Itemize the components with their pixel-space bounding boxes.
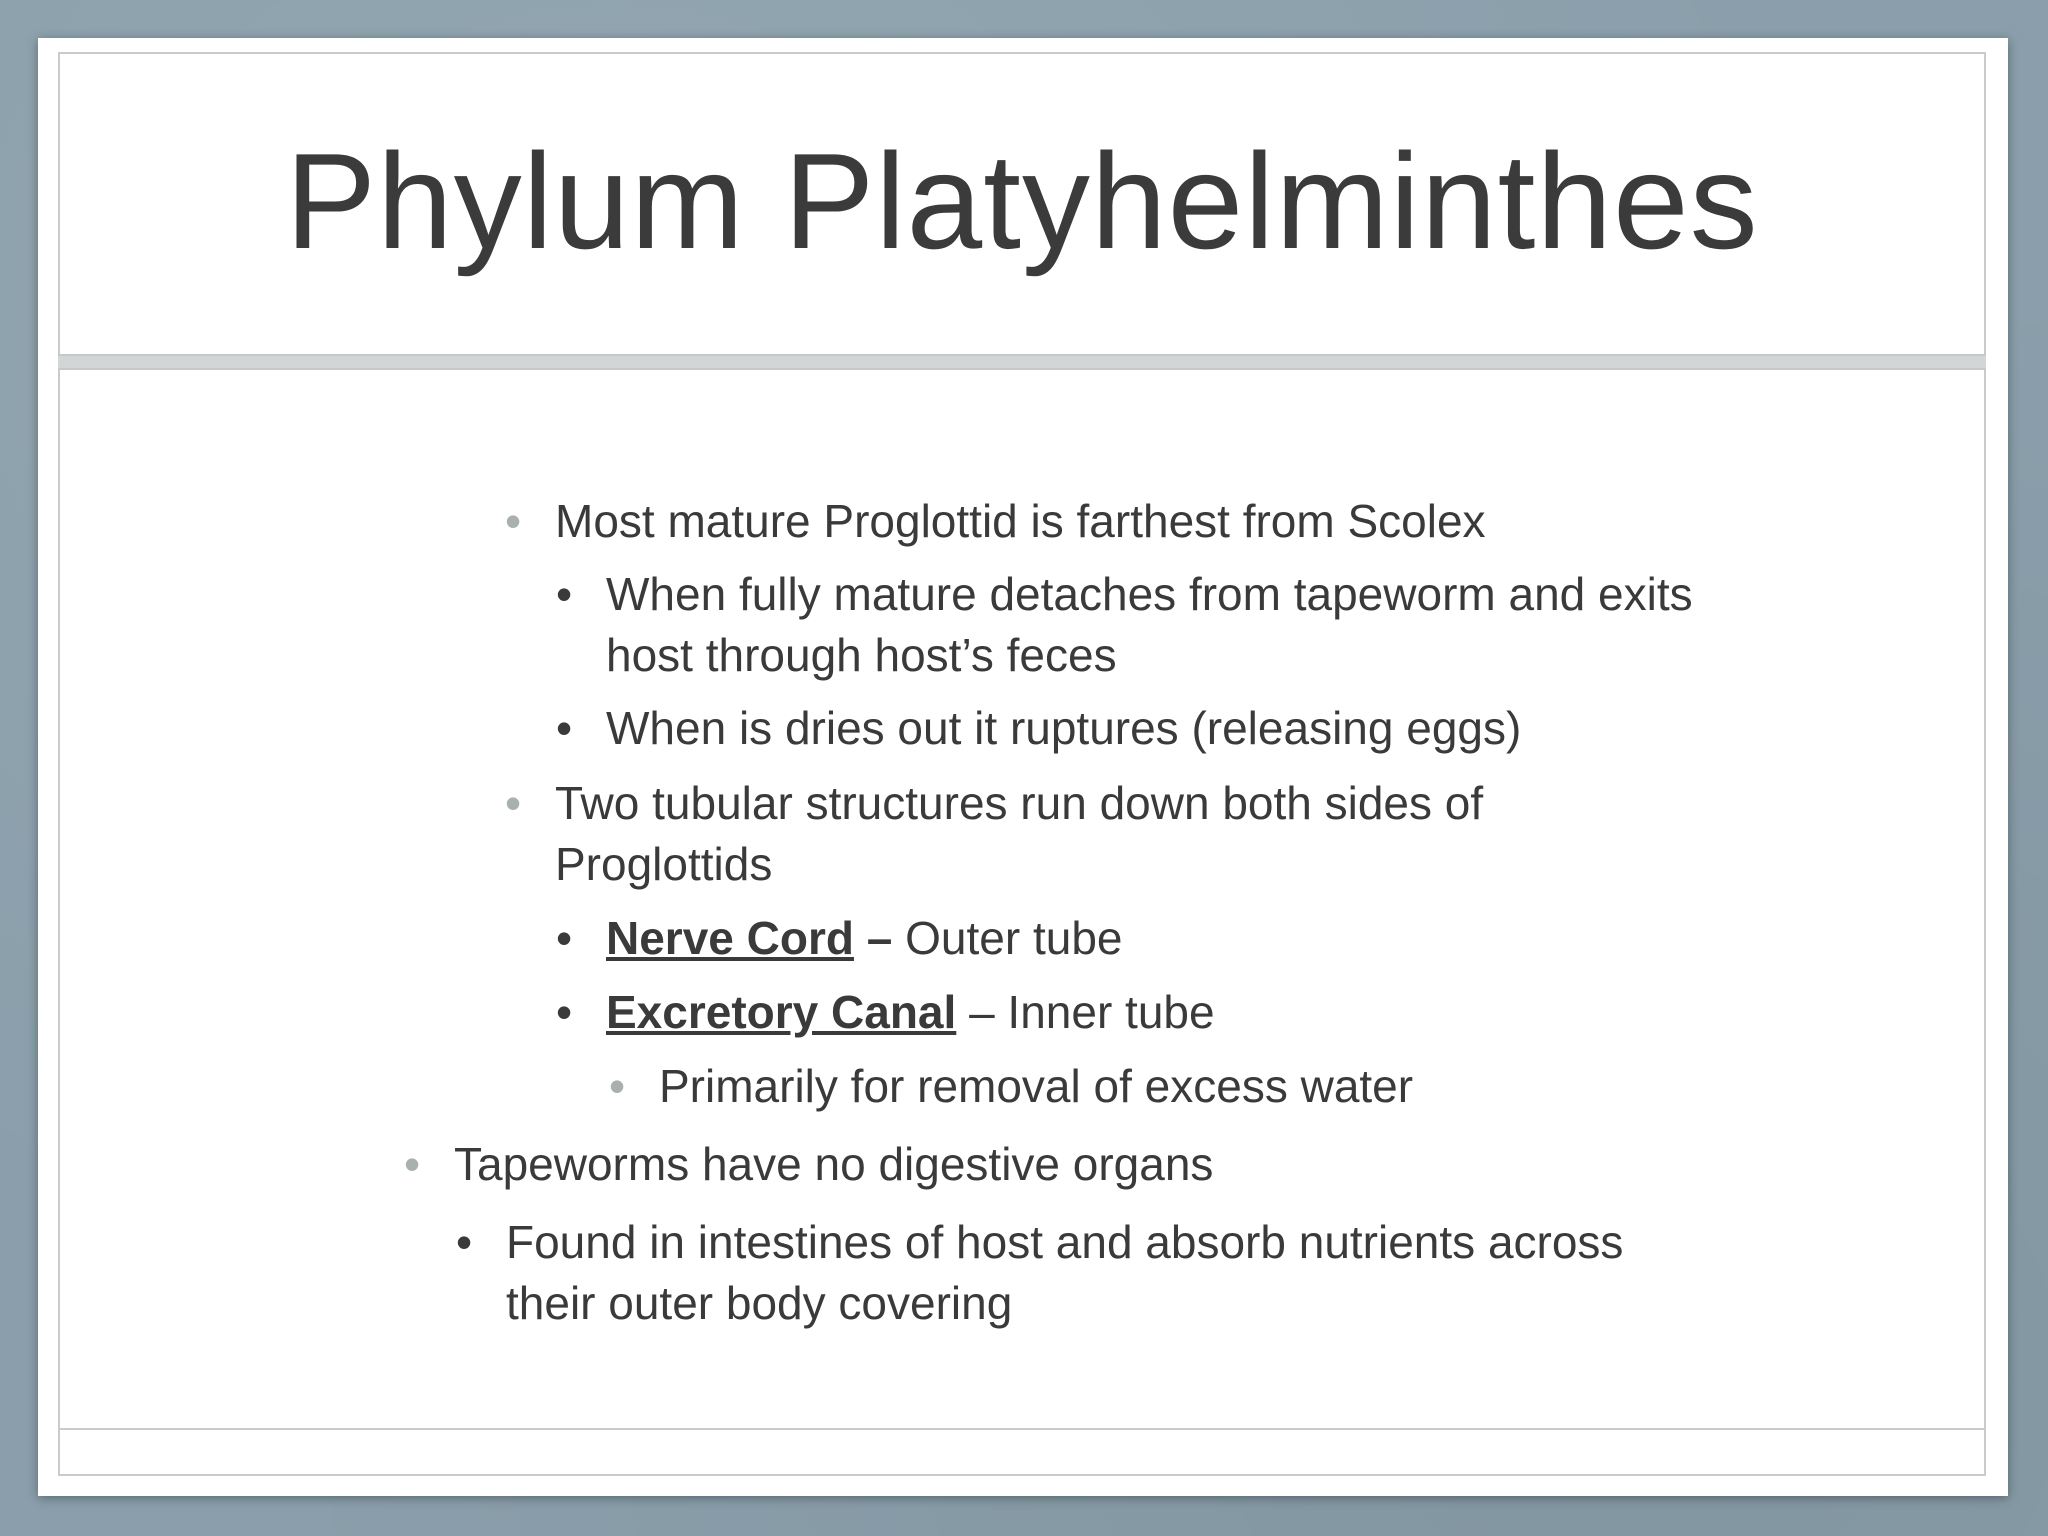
bullet-item xyxy=(556,981,1215,1043)
bullet-glyph: • xyxy=(505,777,522,829)
bullet-glyph: • xyxy=(609,1060,626,1112)
slide-title: Phylum Platyhelminthes xyxy=(285,125,1759,277)
bullet-text: Outer tube xyxy=(905,912,1123,964)
bullet-text: their outer body covering xyxy=(506,1277,1013,1329)
bullet-continuation xyxy=(606,624,1117,686)
bullet-text: Proglottids xyxy=(555,838,773,890)
bullet-glyph: • xyxy=(456,1216,473,1268)
bullet-text: Most mature Proglottid is farthest from Scolex xyxy=(555,495,1486,547)
bullet-continuation xyxy=(555,833,772,895)
bullet-text: When fully mature detaches from tapeworm and exits xyxy=(606,568,1693,620)
bullet-item xyxy=(404,1133,1214,1195)
bullet-text: Primarily for removal of excess water xyxy=(659,1060,1414,1112)
bullet-text: host through host’s feces xyxy=(606,629,1117,681)
bullet-text: When is dries out it ruptures (releasing eggs) xyxy=(606,702,1522,754)
bullet-glyph: • xyxy=(505,495,522,547)
bullet-item xyxy=(556,907,1123,969)
term-nerve-cord: Nerve Cord xyxy=(606,912,854,964)
bullet-text: Found in intestines of host and absorb nutrients across xyxy=(506,1216,1624,1268)
term-dash: – xyxy=(866,912,893,964)
bullet-glyph: • xyxy=(556,568,573,620)
bullet-item xyxy=(556,697,1522,759)
bullet-item xyxy=(505,490,1486,552)
bullet-item xyxy=(609,1055,1414,1117)
bullet-glyph: • xyxy=(556,912,573,964)
bullet-glyph: • xyxy=(556,702,573,754)
bullet-glyph: • xyxy=(556,986,573,1038)
bullet-continuation xyxy=(506,1272,1012,1334)
bullet-item xyxy=(505,772,1484,834)
bullet-item xyxy=(456,1211,1624,1273)
term-excretory-canal: Excretory Canal xyxy=(606,986,957,1038)
bullet-glyph: • xyxy=(404,1138,421,1190)
bullet-text: Tapeworms have no digestive organs xyxy=(454,1138,1214,1190)
bullet-text: Two tubular structures run down both sides of xyxy=(555,777,1484,829)
bullet-item xyxy=(556,563,1693,625)
bullet-text: – Inner tube xyxy=(969,986,1215,1038)
